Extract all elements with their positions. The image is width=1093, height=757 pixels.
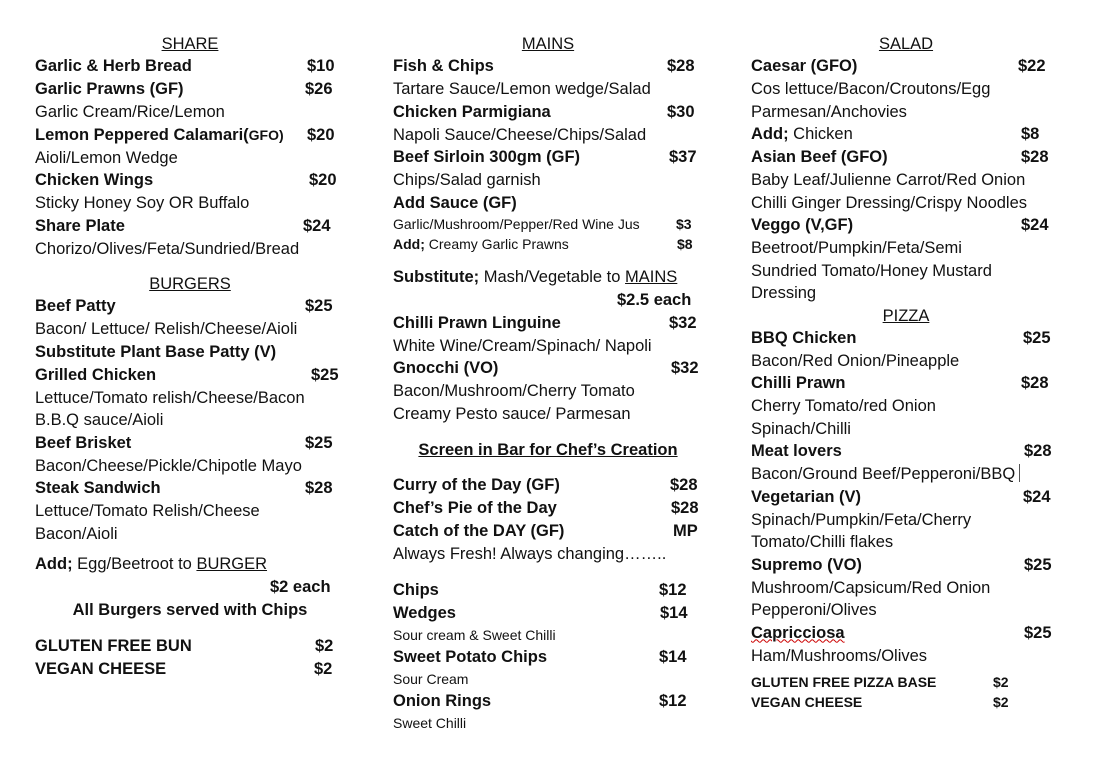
special-item [393, 520, 705, 543]
extra-item [751, 672, 1061, 693]
special-price: $28 [670, 476, 698, 494]
add-prawns-price: $8 [677, 235, 693, 252]
add-prawns-row [393, 235, 705, 255]
item-description: Spinach/Pumpkin/Feta/Cherry Tomato/Chilli flakes [751, 510, 972, 551]
menu-item [35, 78, 345, 101]
side-description: Sour Cream [393, 670, 469, 687]
screen-note: Screen in Bar for Chef’s Creation [418, 441, 678, 459]
pizza-heading: PIZZA [882, 306, 930, 325]
item-name: Chilli Prawn Linguine [393, 313, 561, 332]
menu-item [393, 55, 705, 78]
menu-item [393, 312, 705, 335]
extra-item [751, 693, 1061, 713]
item-description: Bacon/Mushroom/Cherry Tomato Creamy Pesto sauce/ Parmesan [393, 382, 635, 423]
menu-item [35, 295, 345, 318]
item-price: $20 [309, 171, 337, 189]
item-description: Lettuce/Tomato relish/Cheese/Bacon B.B.Q sauce/Aioli [35, 388, 305, 429]
item-name: BBQ Chicken [751, 328, 857, 347]
special-name: Catch of the DAY (GF) [393, 522, 565, 540]
menu-item [393, 146, 705, 169]
menu-item [751, 622, 1061, 645]
item-name: Lemon Peppered Calamari( [35, 125, 249, 144]
always-fresh: Always Fresh! Always changing…….. [393, 545, 667, 563]
add-sauce-label: Add Sauce (GF) [393, 193, 517, 212]
item-price: $32 [671, 359, 699, 377]
item-name: Beef Sirloin 300gm (GF) [393, 148, 581, 166]
item-price: $28 [1024, 442, 1052, 460]
addon-price: $8 [1021, 125, 1040, 143]
addon-target: BURGER [196, 555, 268, 573]
item-price: $28 [305, 479, 333, 497]
sauce-price: $3 [676, 215, 692, 232]
substitute-price: $2.5 each [617, 290, 692, 309]
side-name: Onion Rings [393, 691, 492, 710]
side-price: $14 [660, 603, 688, 622]
addon-label: Add; [751, 125, 789, 143]
item-description: Lettuce/Tomato Relish/Cheese Bacon/Aioli [35, 502, 260, 543]
item-price: $25 [1023, 328, 1051, 347]
item-name: Asian Beef (GFO) [751, 148, 888, 166]
extra-name: VEGAN CHEESE [35, 660, 167, 678]
sauce-options-row [393, 215, 705, 235]
mains-column [393, 33, 705, 734]
item-description: Chips/Salad garnish [393, 171, 541, 189]
extra-item [35, 658, 345, 681]
special-price: MP [673, 522, 698, 540]
item-description: Bacon/Cheese/Pickle/Chipotle Mayo [35, 456, 302, 475]
extra-price: $2 [993, 674, 1009, 690]
salad-heading: SALAD [878, 35, 934, 53]
special-item [393, 474, 705, 497]
special-name: Chef’s Pie of the Day [393, 499, 557, 517]
item-name: Substitute Plant Base Patty (V) [35, 342, 277, 361]
item-price: $24 [303, 216, 331, 235]
item-price: $30 [667, 102, 695, 121]
menu-item [751, 440, 1061, 463]
item-price: $20 [307, 125, 335, 144]
menu-item [751, 327, 1061, 350]
item-description: Chorizo/Olives/Feta/Sundried/Bread [35, 239, 300, 258]
item-name: Steak Sandwich [35, 479, 161, 497]
item-description: Sticky Honey Soy OR Buffalo [35, 194, 250, 212]
item-description: Garlic Cream/Rice/Lemon [35, 103, 225, 121]
special-item [393, 497, 705, 520]
burger-note: All Burgers served with Chips [72, 601, 308, 619]
addon-text: Chicken [793, 125, 853, 143]
burger-addon [35, 553, 345, 576]
add-prawns-label: Add; [393, 235, 425, 252]
item-name: Caesar (GFO) [751, 57, 858, 75]
salad-addon [751, 123, 1061, 146]
menu-item [35, 341, 345, 364]
item-description: Ham/Mushrooms/Olives [751, 646, 928, 665]
item-description: Tartare Sauce/Lemon wedge/Salad [393, 80, 651, 98]
item-name: Beef Brisket [35, 433, 132, 452]
side-name: Chips [393, 580, 439, 599]
special-name: Curry of the Day (GF) [393, 476, 560, 494]
add-prawns-text: Creamy Garlic Prawns [428, 235, 569, 252]
side-description: Sour cream & Sweet Chilli [393, 626, 556, 643]
extra-item [35, 635, 345, 658]
item-description: Cos lettuce/Bacon/Croutons/Egg Parmesan/Anchovies [751, 80, 991, 121]
item-price: $24 [1023, 487, 1051, 506]
item-description: Baby Leaf/Julienne Carrot/Red Onion Chilli Ginger Dressing/Crispy Noodles [751, 171, 1028, 212]
item-name: Garlic Prawns (GF) [35, 80, 184, 98]
side-item [393, 690, 705, 713]
item-description: Cherry Tomato/red Onion Spinach/Chilli [751, 397, 936, 438]
menu-item [35, 124, 345, 147]
sauce-options: Garlic/Mushroom/Pepper/Red Wine Jus [393, 215, 640, 232]
item-description: Bacon/ Lettuce/ Relish/Cheese/Aioli [35, 320, 298, 338]
item-description: Beetroot/Pumpkin/Feta/Semi Sundried Tomato/Honey Mustard Dressing [751, 239, 992, 302]
item-price: $28 [667, 57, 695, 75]
extra-price: $2 [315, 637, 334, 655]
mains-heading: MAINS [521, 35, 575, 53]
menu-item [751, 486, 1061, 509]
side-name: Sweet Potato Chips [393, 647, 548, 666]
menu-item [393, 357, 705, 380]
item-name: Garlic & Herb Bread [35, 57, 192, 75]
item-price: $22 [1018, 57, 1046, 75]
side-price: $12 [659, 580, 687, 599]
item-price: $32 [669, 313, 697, 332]
side-name: Wedges [393, 603, 456, 622]
item-name: Chicken Parmigiana [393, 102, 551, 121]
side-price: $14 [659, 647, 687, 666]
item-name: Veggo (V,GF) [751, 216, 854, 234]
item-name: Grilled Chicken [35, 365, 157, 384]
item-description: Aioli/Lemon Wedge [35, 148, 178, 167]
addon-price: $2 each [270, 578, 331, 596]
item-price: $24 [1021, 216, 1049, 234]
menu-item [751, 554, 1061, 577]
salad-column [751, 33, 1061, 713]
side-item [393, 646, 705, 669]
item-name: Vegetarian (V) [751, 487, 862, 506]
addon-text: Egg/Beetroot to [77, 555, 192, 573]
share-heading: SHARE [161, 35, 219, 53]
menu-item [751, 214, 1061, 237]
menu-item [35, 364, 345, 387]
item-price: $25 [1024, 555, 1052, 574]
item-price: $37 [669, 148, 697, 166]
item-description: Napoli Sauce/Cheese/Chips/Salad [393, 125, 647, 144]
item-name: Beef Patty [35, 297, 116, 315]
menu-item [35, 477, 345, 500]
add-sauce-title [393, 192, 705, 215]
extra-name: GLUTEN FREE BUN [35, 637, 192, 655]
text-cursor [1019, 464, 1020, 482]
menu-item [35, 215, 345, 238]
menu-item [751, 146, 1061, 169]
item-description-text: Bacon/Ground Beef/Pepperoni/BBQ [751, 465, 1016, 483]
share-column [35, 33, 345, 681]
item-name: Gnocchi (VO) [393, 359, 499, 377]
item-gfo: GFO) [248, 126, 284, 143]
side-price: $12 [659, 691, 687, 710]
item-name: Meat lovers [751, 442, 842, 460]
menu-item [35, 432, 345, 455]
item-description: Mushroom/Capsicum/Red Onion Pepperoni/Olives [751, 578, 991, 619]
menu-item [35, 169, 345, 192]
side-item [393, 602, 705, 625]
item-price: $28 [1021, 374, 1049, 392]
menu-item [35, 55, 345, 78]
item-price: $28 [1021, 148, 1049, 166]
extra-name: VEGAN CHEESE [751, 694, 863, 710]
substitute-row [393, 266, 705, 289]
item-name: Chilli Prawn [751, 374, 846, 392]
side-item [393, 579, 705, 602]
item-price: $25 [311, 365, 339, 384]
menu-item [751, 372, 1061, 395]
substitute-text: Mash/Vegetable to [483, 267, 621, 286]
extra-name: GLUTEN FREE PIZZA BASE [751, 674, 937, 690]
extra-price: $2 [993, 694, 1009, 710]
special-price: $28 [671, 499, 699, 517]
item-price: $25 [305, 433, 333, 452]
burgers-heading: BURGERS [149, 275, 231, 293]
extra-price: $2 [314, 660, 333, 678]
item-price: $25 [1024, 623, 1052, 642]
item-price: $10 [307, 57, 335, 75]
item-name: Share Plate [35, 216, 125, 235]
item-name: Fish & Chips [393, 57, 494, 75]
side-description: Sweet Chilli [393, 714, 467, 731]
item-description: White Wine/Cream/Spinach/ Napoli [393, 336, 652, 355]
item-description [751, 463, 1061, 486]
menu-item [751, 55, 1061, 78]
item-description: Bacon/Red Onion/Pineapple [751, 351, 960, 370]
item-name: Capricciosa [751, 623, 845, 642]
item-price: $25 [305, 297, 333, 315]
item-price: $26 [305, 80, 333, 98]
item-name: Supremo (VO) [751, 555, 862, 574]
addon-label: Add; [35, 555, 73, 573]
substitute-label: Substitute; [393, 267, 480, 286]
item-name: Chicken Wings [35, 171, 154, 189]
substitute-target: MAINS [625, 267, 678, 286]
menu-item [393, 101, 705, 124]
